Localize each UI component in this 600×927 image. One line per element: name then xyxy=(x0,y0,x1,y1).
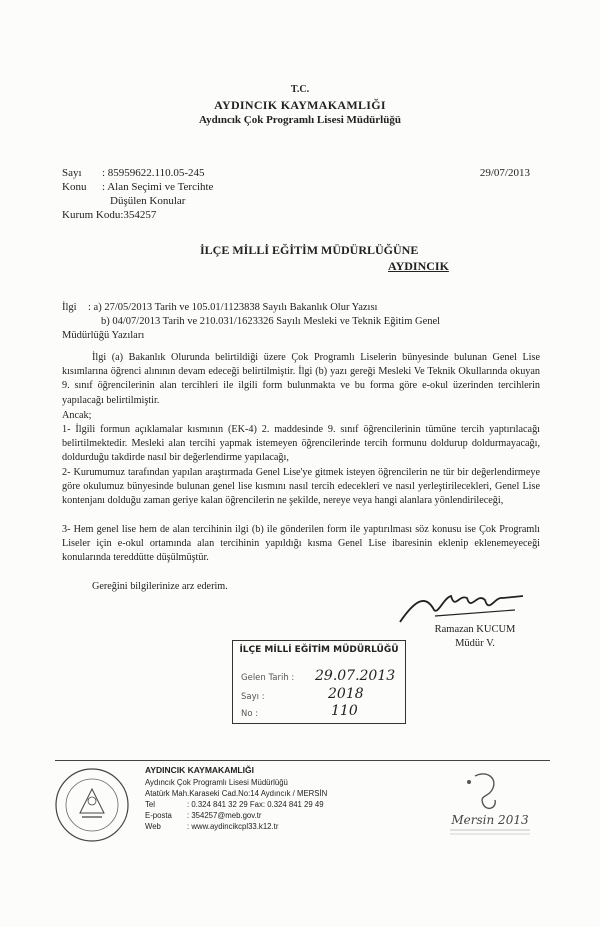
header-school: Aydıncık Çok Programlı Lisesi Müdürlüğü xyxy=(199,114,401,126)
body-ancak: Ancak; xyxy=(62,410,92,421)
stamp-title: İLÇE MİLLİ EĞİTİM MÜDÜRLÜĞÜ xyxy=(239,645,399,655)
footer-eposta-label: E-posta xyxy=(145,811,172,820)
header-district: AYDINCIK KAYMAKAMLIĞI xyxy=(214,98,386,112)
ilgi-b: b) 04/07/2013 Tarih ve 210.031/1623326 Sayılı Mesleki ve Teknik Eğitim Genel xyxy=(101,316,441,327)
stamp-no-label: No : xyxy=(241,709,259,719)
ilgi-b-cont: Müdürlüğü Yazıları xyxy=(62,330,145,341)
footer-web xyxy=(145,822,278,831)
sayi-label: Sayı xyxy=(62,167,82,179)
footer-address: Atatürk Mah.Karaseki Cad.No:14 Aydıncık / MERSİN xyxy=(145,789,328,798)
signer-title: Müdür V. xyxy=(455,638,495,649)
stamp-tarih-label: Gelen Tarih : xyxy=(241,673,295,683)
stamp-no-value: 110 xyxy=(331,703,358,719)
received-stamp xyxy=(232,640,406,724)
signer-name: Ramazan KUCUM xyxy=(434,624,516,635)
footer-tel-value: : 0.324 841 32 29 Fax: 0.324 841 29 49 xyxy=(187,800,324,809)
ilgi-label: İlgi xyxy=(62,302,77,313)
footer-tel-label: Tel xyxy=(145,800,155,809)
sayi-value: : 85959622.110.05-245 xyxy=(102,167,205,179)
konu-line xyxy=(62,181,213,193)
stamp-sayi-label: Sayı : xyxy=(241,692,265,702)
footer-school: Aydıncık Çok Programlı Lisesi Müdürlüğü xyxy=(145,778,288,787)
mersin-2013-logo-icon xyxy=(435,768,545,848)
body-item-3: 3- Hem genel lise hem de alan tercihinin ilgi (b) ile gönderilen form ile yaptırılması söz konusu ise Çok Programlı Liseler için e-okul ortamında alan tercihinin yapıldığı kısma Genel Lise ibaresinin eklenip eklenemeyeceği konularında tereddütte düşülmüştür. xyxy=(62,524,540,564)
konu-label: Konu xyxy=(62,181,87,193)
footer-eposta xyxy=(145,811,262,820)
stamp-sayi-value: 2018 xyxy=(328,686,364,702)
footer-web-label: Web xyxy=(145,822,161,831)
ilgi-line-a xyxy=(62,302,377,313)
footer-tel xyxy=(145,800,324,809)
body-closing: Gereğini bilgilerinize arz ederim. xyxy=(92,581,228,592)
recipient-location: AYDINCIK xyxy=(388,259,449,273)
footer-eposta-value: : 354257@meb.gov.tr xyxy=(187,811,262,820)
ilgi-a: : a) 27/05/2013 Tarih ve 105.01/1123838 Sayılı Bakanlık Olur Yazısı xyxy=(88,302,378,313)
konu-value-2: Düşülen Konular xyxy=(110,195,186,207)
recipient-title: İLÇE MİLLİ EĞİTİM MÜDÜRLÜĞÜNE xyxy=(200,243,419,257)
document-date: 29/07/2013 xyxy=(479,167,530,179)
body-paragraph-1: İlgi (a) Bakanlık Olurunda belirtildiği üzere Çok Programlı Liselerin bünyesinde bulunan Genel Lise kısımlarına öğrenci alınının devam edeceği belirtilmiştir. İlgi (b) yazı gereği Mesleki Ve Teknik Okullarında okuyan 9. sınıf öğrencilerinin alan tercihleri ile ilgili form bulunmakta ve bu forma göre e-okul üzerinden tercihlerin yapılacağı belirtilmiştir. xyxy=(62,352,540,406)
footer-name: AYDINCIK KAYMAKAMLIĞI xyxy=(145,765,254,775)
sayi-line xyxy=(62,167,205,179)
ministry-seal-icon xyxy=(52,765,132,845)
body-item-2: 2- Kurumumuz tarafından yapılan araştırmada Genel Lise'ye gitmek isteyen öğrencilerin ne tür bir değerlendirmeye göre okulumuz bünyesinde bulunan genel lise kısmını nasıl tercih edecekleri ve nasıl yerleştirilecekleri, Genel Lise kontenjanı dolduğu zaman geriye kalan öğrencilerin ne şekilde, nereye veya hangi alanlara yönlendirileceği, xyxy=(62,467,540,507)
konu-value: : Alan Seçimi ve Tercihte xyxy=(102,181,214,193)
body-item-1: 1- İlgili formun açıklamalar kısmının (EK-4) 2. maddesinde 9. sınıf öğrencilerinin tümüne tercih yaptırılacağı belirtilmektedir. Mesleki alan tercihi yapmak istemeyen öğrencilerinde tercih formunu doldurup doldurmayacağı, doldurduğu takdirde nasıl bir değerlendirme yapılacağı, xyxy=(62,424,540,464)
mersin-logo-text: Mersin 2013 xyxy=(451,813,529,827)
footer-web-value: : www.aydincikcpl33.k12.tr xyxy=(187,822,279,831)
header-tc: T.C. xyxy=(290,84,310,95)
stamp-tarih-value: 29.07.2013 xyxy=(315,668,396,684)
footer-divider xyxy=(55,760,550,761)
kurum-kodu: Kurum Kodu:354257 xyxy=(62,209,157,221)
